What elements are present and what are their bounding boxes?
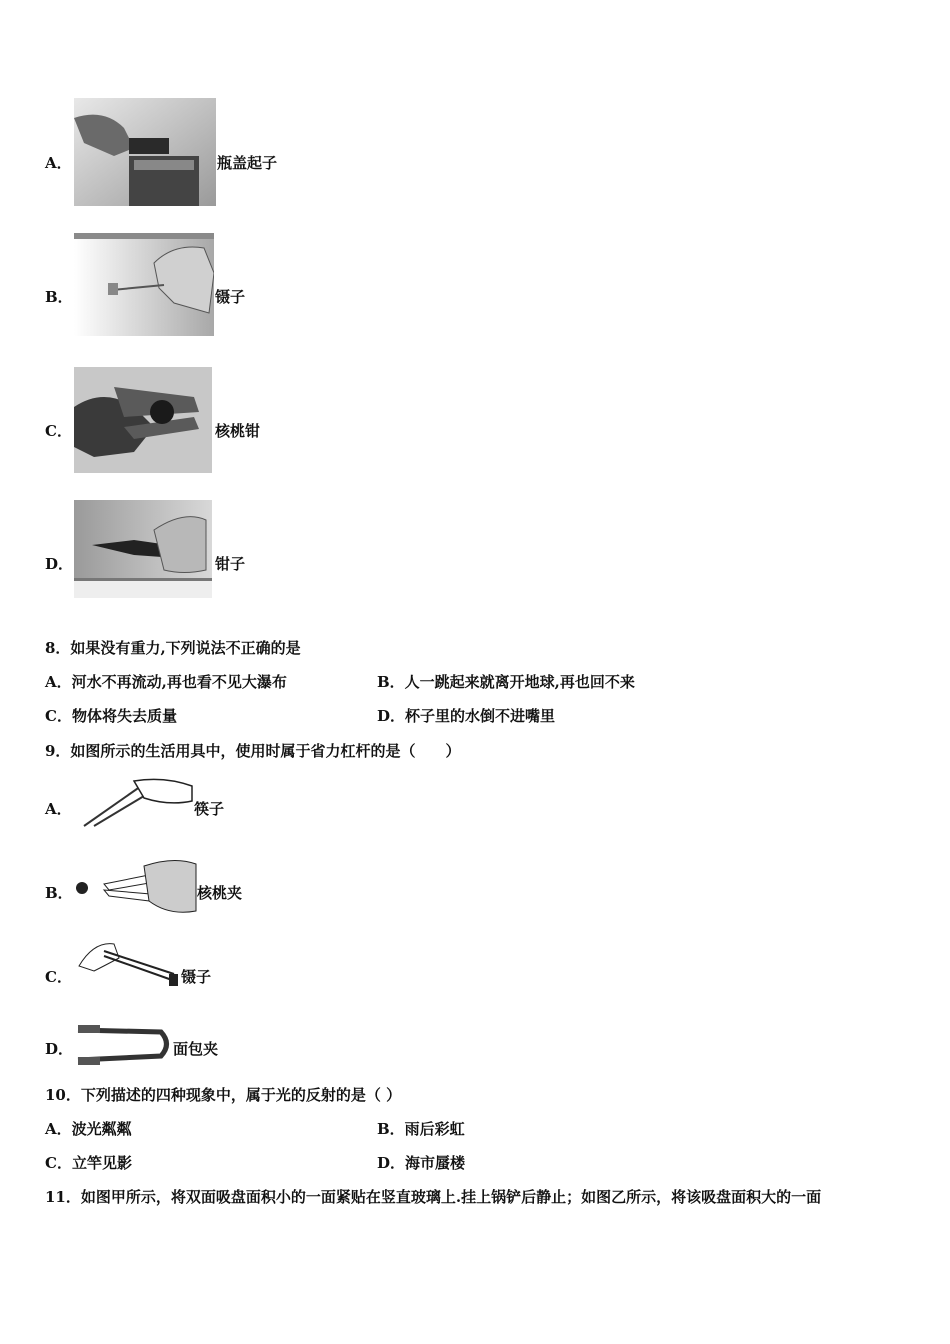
pliers-image (74, 500, 212, 598)
option-letter: A． (45, 800, 72, 818)
tweezers-drawing-image (74, 936, 182, 990)
option-letter: B． (45, 288, 73, 306)
q9-stem: 9．如图所示的生活用具中，使用时属于省力杠杆的是（ ） (45, 742, 461, 760)
option-letter: D． (45, 555, 74, 573)
q10-option-c: C．立竿见影 (45, 1154, 132, 1172)
option-caption: 瓶盖起子 (217, 154, 278, 172)
nutcracker-image (74, 367, 212, 473)
option-caption: 钳子 (215, 555, 246, 573)
q10-option-b: B．雨后彩虹 (377, 1120, 465, 1138)
option-letter: C． (45, 422, 72, 440)
q11-stem: 11．如图甲所示，将双面吸盘面积小的一面紧贴在竖直玻璃上.挂上锅铲后静止；如图乙所示，将该吸盘面积大的一面 (45, 1188, 822, 1206)
option-caption: 核桃夹 (197, 884, 243, 902)
option-caption: 镊子 (181, 968, 212, 986)
tweezers-image (74, 233, 214, 336)
q8-option-a: A．河水不再流动,再也看不见大瀑布 (45, 673, 287, 691)
q8-stem: 8．如果没有重力,下列说法不正确的是 (45, 639, 301, 657)
option-caption: 镊子 (215, 288, 246, 306)
q8-option-c: C．物体将失去质量 (45, 707, 177, 725)
q8-option-d: D．杯子里的水倒不进嘴里 (377, 707, 556, 725)
q10-option-d: D．海市蜃楼 (377, 1154, 466, 1172)
chopsticks-image (74, 776, 194, 832)
option-caption: 面包夹 (173, 1040, 219, 1058)
option-caption: 筷子 (194, 800, 225, 818)
option-letter: A． (45, 154, 72, 172)
option-letter: B． (45, 884, 73, 902)
nutcracker-drawing-image (74, 856, 198, 916)
bread-tongs-image (76, 1022, 174, 1068)
option-letter: D． (45, 1040, 74, 1058)
q10-option-a: A．波光粼粼 (45, 1120, 132, 1138)
bottle-opener-image (74, 98, 216, 206)
option-letter: C． (45, 968, 72, 986)
option-caption: 核桃钳 (215, 422, 261, 440)
q10-stem: 10．下列描述的四种现象中，属于光的反射的是（ ） (45, 1086, 402, 1104)
q8-option-b: B．人一跳起来就离开地球,再也回不来 (377, 673, 635, 691)
